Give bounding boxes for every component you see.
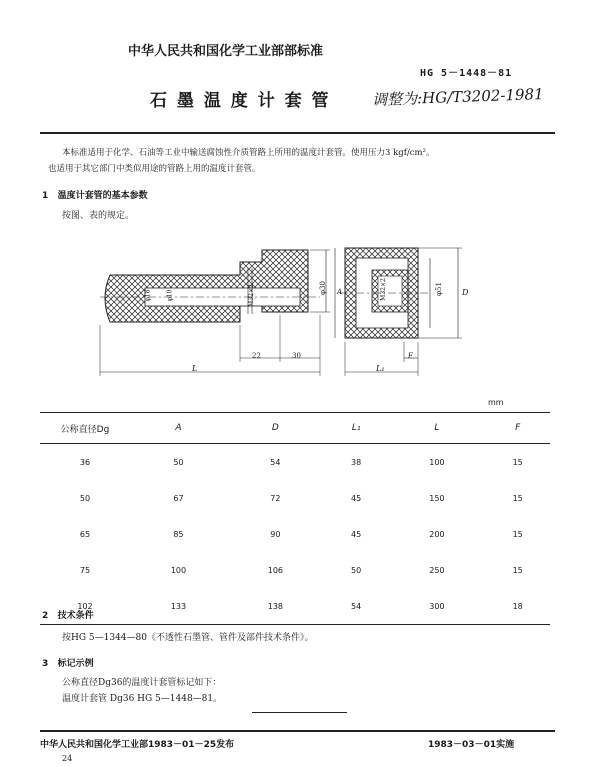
table-cell: 45 [351, 529, 362, 539]
table-row [40, 588, 550, 625]
dim-label-thread-1: M32×2 [247, 284, 255, 307]
section-3-line-2: 温度计套管 Dg36 HG 5—1448—81。 [62, 694, 223, 704]
sleeve-side-view [100, 250, 320, 322]
dim-label-f: F [408, 352, 413, 360]
table-cell: 38 [351, 457, 362, 467]
dim-label-thread-2: M32×2 [379, 278, 387, 301]
dim-label-d: D [462, 288, 469, 297]
table-row [40, 552, 550, 588]
page-number: 24 [62, 754, 73, 763]
footer-issued: 中华人民共和国化学工业部1983－01－25发布 [40, 740, 235, 750]
table-cell: 54 [270, 457, 281, 467]
table-header: D [227, 413, 324, 444]
table-header: F [485, 413, 550, 444]
footer-rule [40, 730, 555, 732]
table-header: A [130, 413, 227, 444]
table-cell: 250 [429, 565, 445, 575]
handwritten-note: 调整为:HG/T3202-1981 [371, 85, 544, 109]
section-3-line-1: 公称直径Dg36的温度计套管标记如下： [62, 678, 222, 688]
table-cell: 15 [512, 493, 523, 503]
table-cell: 15 [512, 457, 523, 467]
table-header: L [388, 413, 485, 444]
table-cell: 50 [79, 493, 91, 503]
table-header: 公称直径Dg [40, 413, 130, 444]
table-cell: 65 [79, 529, 91, 539]
table-cell: 15 [512, 565, 523, 575]
table-row [40, 480, 550, 516]
dim-label-phi10: φ10 [166, 289, 174, 302]
dim-label-l: L [192, 364, 198, 373]
table-cell: 200 [429, 529, 445, 539]
section-2-number: 2 [42, 611, 49, 621]
dim-label-l1: L₁ [376, 364, 385, 373]
table-cell: 50 [351, 565, 362, 575]
table-header-row [40, 413, 550, 444]
table-cell: 54 [324, 588, 389, 625]
header-rule [40, 132, 555, 134]
table-cell: 18 [485, 588, 550, 625]
section-3-title: 标记示例 [57, 659, 94, 669]
table-cell: 300 [388, 588, 485, 625]
table-row [40, 444, 550, 481]
table-cell: 100 [170, 565, 187, 575]
dim-label-30: 30 [292, 352, 301, 360]
table-cell: 72 [270, 493, 281, 503]
table-cell: 67 [173, 493, 184, 503]
table-cell: 102 [40, 588, 130, 625]
section-2-heading [42, 608, 94, 621]
section-1-number: 1 [42, 191, 49, 201]
section-1-title: 温度计套管的基本参数 [57, 191, 148, 201]
table-cell: 150 [429, 493, 445, 503]
dim-label-22: 22 [252, 352, 261, 360]
table-row [40, 516, 550, 552]
section-3-heading [42, 656, 94, 669]
table-cell: 36 [79, 457, 91, 467]
parameter-table [40, 412, 550, 625]
table-cell: 90 [270, 529, 281, 539]
end-rule [252, 712, 347, 713]
intro-line-1: 本标准适用于化学、石油等工业中输送腐蚀性介质管路上所用的温度计套管。使用压力3 kgf/cm²。 [62, 148, 435, 158]
section-3-number: 3 [42, 659, 49, 669]
standard-number: HG 5－1448－81 [420, 68, 513, 79]
section-1-text: 按图、表的规定。 [62, 211, 135, 221]
footer-effective: 1983－03－01实施 [428, 740, 515, 750]
dim-label-phi18: φ18 [144, 289, 152, 302]
section-2-text: 按HG 5—1344—80《不透性石墨管、管件及部件技术条件》。 [62, 633, 314, 643]
issuing-org: 中华人民共和国化学工业部部标准 [128, 44, 324, 59]
table-cell: 138 [227, 588, 324, 625]
table-cell: 50 [173, 457, 184, 467]
table-cell: 106 [267, 565, 284, 575]
section-1-heading [42, 188, 148, 201]
unit-label: mm [488, 398, 504, 407]
table-cell: 15 [512, 529, 523, 539]
dim-label-phi30: φ30 [318, 281, 327, 295]
table-cell: 75 [79, 565, 91, 575]
table-header: L₁ [324, 413, 389, 444]
document-title: 石 墨 温 度 计 套 管 [150, 91, 331, 111]
section-2-title: 技术条件 [57, 611, 94, 621]
table-cell: 100 [429, 457, 445, 467]
intro-line-2: 也适用于其它部门中类似用途的管路上用的温度计套管。 [48, 164, 261, 174]
table-cell: 85 [173, 529, 184, 539]
dim-label-phi51: φ51 [434, 282, 443, 296]
table-cell: 133 [130, 588, 227, 625]
table-cell: 45 [351, 493, 362, 503]
dim-label-a: A [337, 288, 343, 296]
